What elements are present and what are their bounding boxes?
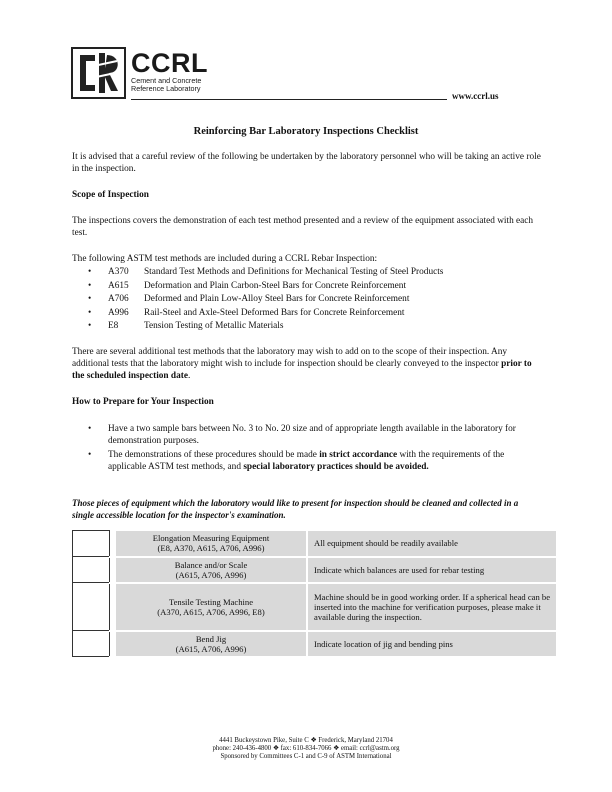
method-desc: Deformation and Plain Carbon-Steel Bars for Concrete Reinforcement — [144, 280, 407, 291]
header-rule — [131, 99, 447, 100]
method-desc: Rail-Steel and Axle-Steel Deformed Bars for Concrete Reinforcement — [144, 307, 405, 318]
equipment-instruction: Indicate location of jig and bending pins — [307, 631, 556, 657]
additional-text: There are several additional test methods that the laboratory may wish to add on to the scope of their inspection. Any additional tests that the laboratory might wish to include for inspection should be clearly conveyed to the inspector — [72, 347, 508, 369]
bullet2-emphasis-b: in strict accordance — [319, 450, 398, 460]
prepare-heading: How to Prepare for Your Inspection — [72, 397, 214, 407]
additional-end: . — [187, 371, 191, 381]
equipment-instruction: Indicate which balances are used for rebar testing — [307, 557, 556, 583]
method-code: A706 — [108, 294, 129, 304]
bullet2-text-c: with the requirements of the applicable ASTM test methods, and — [108, 450, 505, 472]
checkbox[interactable] — [73, 557, 110, 583]
method-code: A370 — [108, 267, 129, 277]
equipment-methods: (A615, A706, A996) — [175, 569, 247, 580]
equipment-methods: (A370, A615, A706, A996, E8) — [157, 606, 265, 617]
list-item: • A706 Deformed and Plain Low-Alloy Steel Bars for Concrete Reinforcement — [88, 293, 443, 307]
list-item: • A996 Rail-Steel and Axle-Steel Deformed Bars for Concrete Reinforcement — [88, 307, 443, 321]
bullet2-text-a: The demonstrations of these procedures should be made — [108, 450, 320, 460]
equipment-name: Balance and/or Scale — [174, 559, 248, 570]
prepare-list — [88, 423, 540, 447]
list-item: • E8 Tension Testing of Metallic Materials — [88, 320, 443, 334]
prepare-bullet-1: Have a two sample bars between No. 3 to No. 20 size and of appropriate length available in the laboratory for demonstration purposes. — [108, 424, 516, 446]
list-item: • A615 Deformation and Plain Carbon-Steel Bars for Concrete Reinforcement — [88, 280, 443, 294]
bullet2-emphasis-d: special laboratory practices should be avoided. — [243, 462, 429, 472]
equipment-name: Tensile Testing Machine — [168, 596, 254, 607]
footer-address: 4441 Buckeystown Pike, Suite C ❖ Frederick, Maryland 21704 — [219, 737, 393, 744]
method-desc: Standard Test Methods and Definitions for Mechanical Testing of Steel Products — [144, 267, 444, 277]
table-row — [73, 557, 557, 583]
equipment-methods: (E8, A370, A615, A706, A996) — [157, 543, 265, 553]
checkbox[interactable] — [73, 631, 110, 657]
method-desc: Deformed and Plain Low-Alloy Steel Bars for Concrete Reinforcement — [144, 294, 410, 304]
equipment-item — [116, 531, 307, 557]
method-code: A996 — [108, 307, 129, 318]
additional-emphasis: prior to the scheduled inspection date — [72, 359, 532, 381]
list-item: • Have a two sample bars between No. 3 to No. 20 size and of appropriate length available in the laboratory for demonstration purposes. — [88, 423, 540, 447]
table-row — [73, 531, 557, 557]
footer-sponsor: Sponsored by Committees C-1 and C-9 of ASTM International — [220, 753, 392, 760]
checkbox[interactable] — [73, 583, 110, 631]
equipment-instruction: All equipment should be readily available — [307, 531, 556, 557]
methods-intro: The following ASTM test methods are included during a CCRL Rebar Inspection: — [72, 254, 378, 264]
equipment-name: Elongation Measuring Equipment — [152, 533, 270, 543]
table-row — [73, 631, 557, 657]
equipment-instruction: Machine should be in good working order. If a spherical head can be inserted into the machine for verification purposes, please make it available during the inspection. — [307, 583, 556, 631]
equipment-item — [116, 557, 307, 583]
website-link[interactable]: www.ccrl.us — [452, 91, 499, 101]
checkbox[interactable] — [73, 531, 110, 557]
additional-tests-paragraph — [72, 346, 542, 382]
equipment-table — [72, 530, 556, 658]
footer-contact: phone: 240-436-4800 ❖ fax: 610-834-7066 ❖ email: ccrl@astm.org — [212, 745, 400, 752]
page-title: Reinforcing Bar Laboratory Inspections Checklist — [193, 126, 419, 137]
ccrl-logo-icon — [71, 47, 126, 99]
methods-list — [88, 266, 443, 334]
scope-paragraph: The inspections covers the demonstration of each test method presented and a review of the equipment associated with each test. — [72, 216, 534, 238]
method-code: E8 — [108, 321, 119, 331]
list-item: • The demonstrations of these procedures should be made in strict accordance with the requirements of the applicable ASTM test methods, and special laboratory practices should be avoided. — [88, 449, 540, 473]
brand-name: CCRL — [131, 48, 208, 78]
page-footer — [0, 737, 612, 761]
equipment-note: Those pieces of equipment which the laboratory would like to present for inspection should be cleaned and collected in a single accessible location for the inspector's examination. — [72, 498, 519, 520]
brand-line-1: Cement and Concrete — [131, 76, 202, 85]
equipment-item — [116, 631, 307, 657]
equipment-name: Bend Jig — [195, 633, 227, 644]
brand-block — [131, 49, 208, 93]
list-item: • A370 Standard Test Methods and Definitions for Mechanical Testing of Steel Products — [88, 266, 443, 280]
method-desc: Tension Testing of Metallic Materials — [144, 321, 284, 331]
intro-paragraph: It is advised that a careful review of the following be undertaken by the laboratory personnel who will be taking an active role in the inspection. — [72, 152, 541, 174]
scope-heading: Scope of Inspection — [72, 190, 149, 200]
method-code: A615 — [108, 280, 129, 291]
brand-line-2: Reference Laboratory — [131, 84, 201, 93]
prepare-list-2 — [88, 449, 540, 473]
prepare-bullet-2 — [108, 449, 540, 473]
equipment-methods: (A615, A706, A996) — [175, 643, 247, 654]
table-row — [73, 583, 557, 631]
equipment-item — [116, 583, 307, 631]
